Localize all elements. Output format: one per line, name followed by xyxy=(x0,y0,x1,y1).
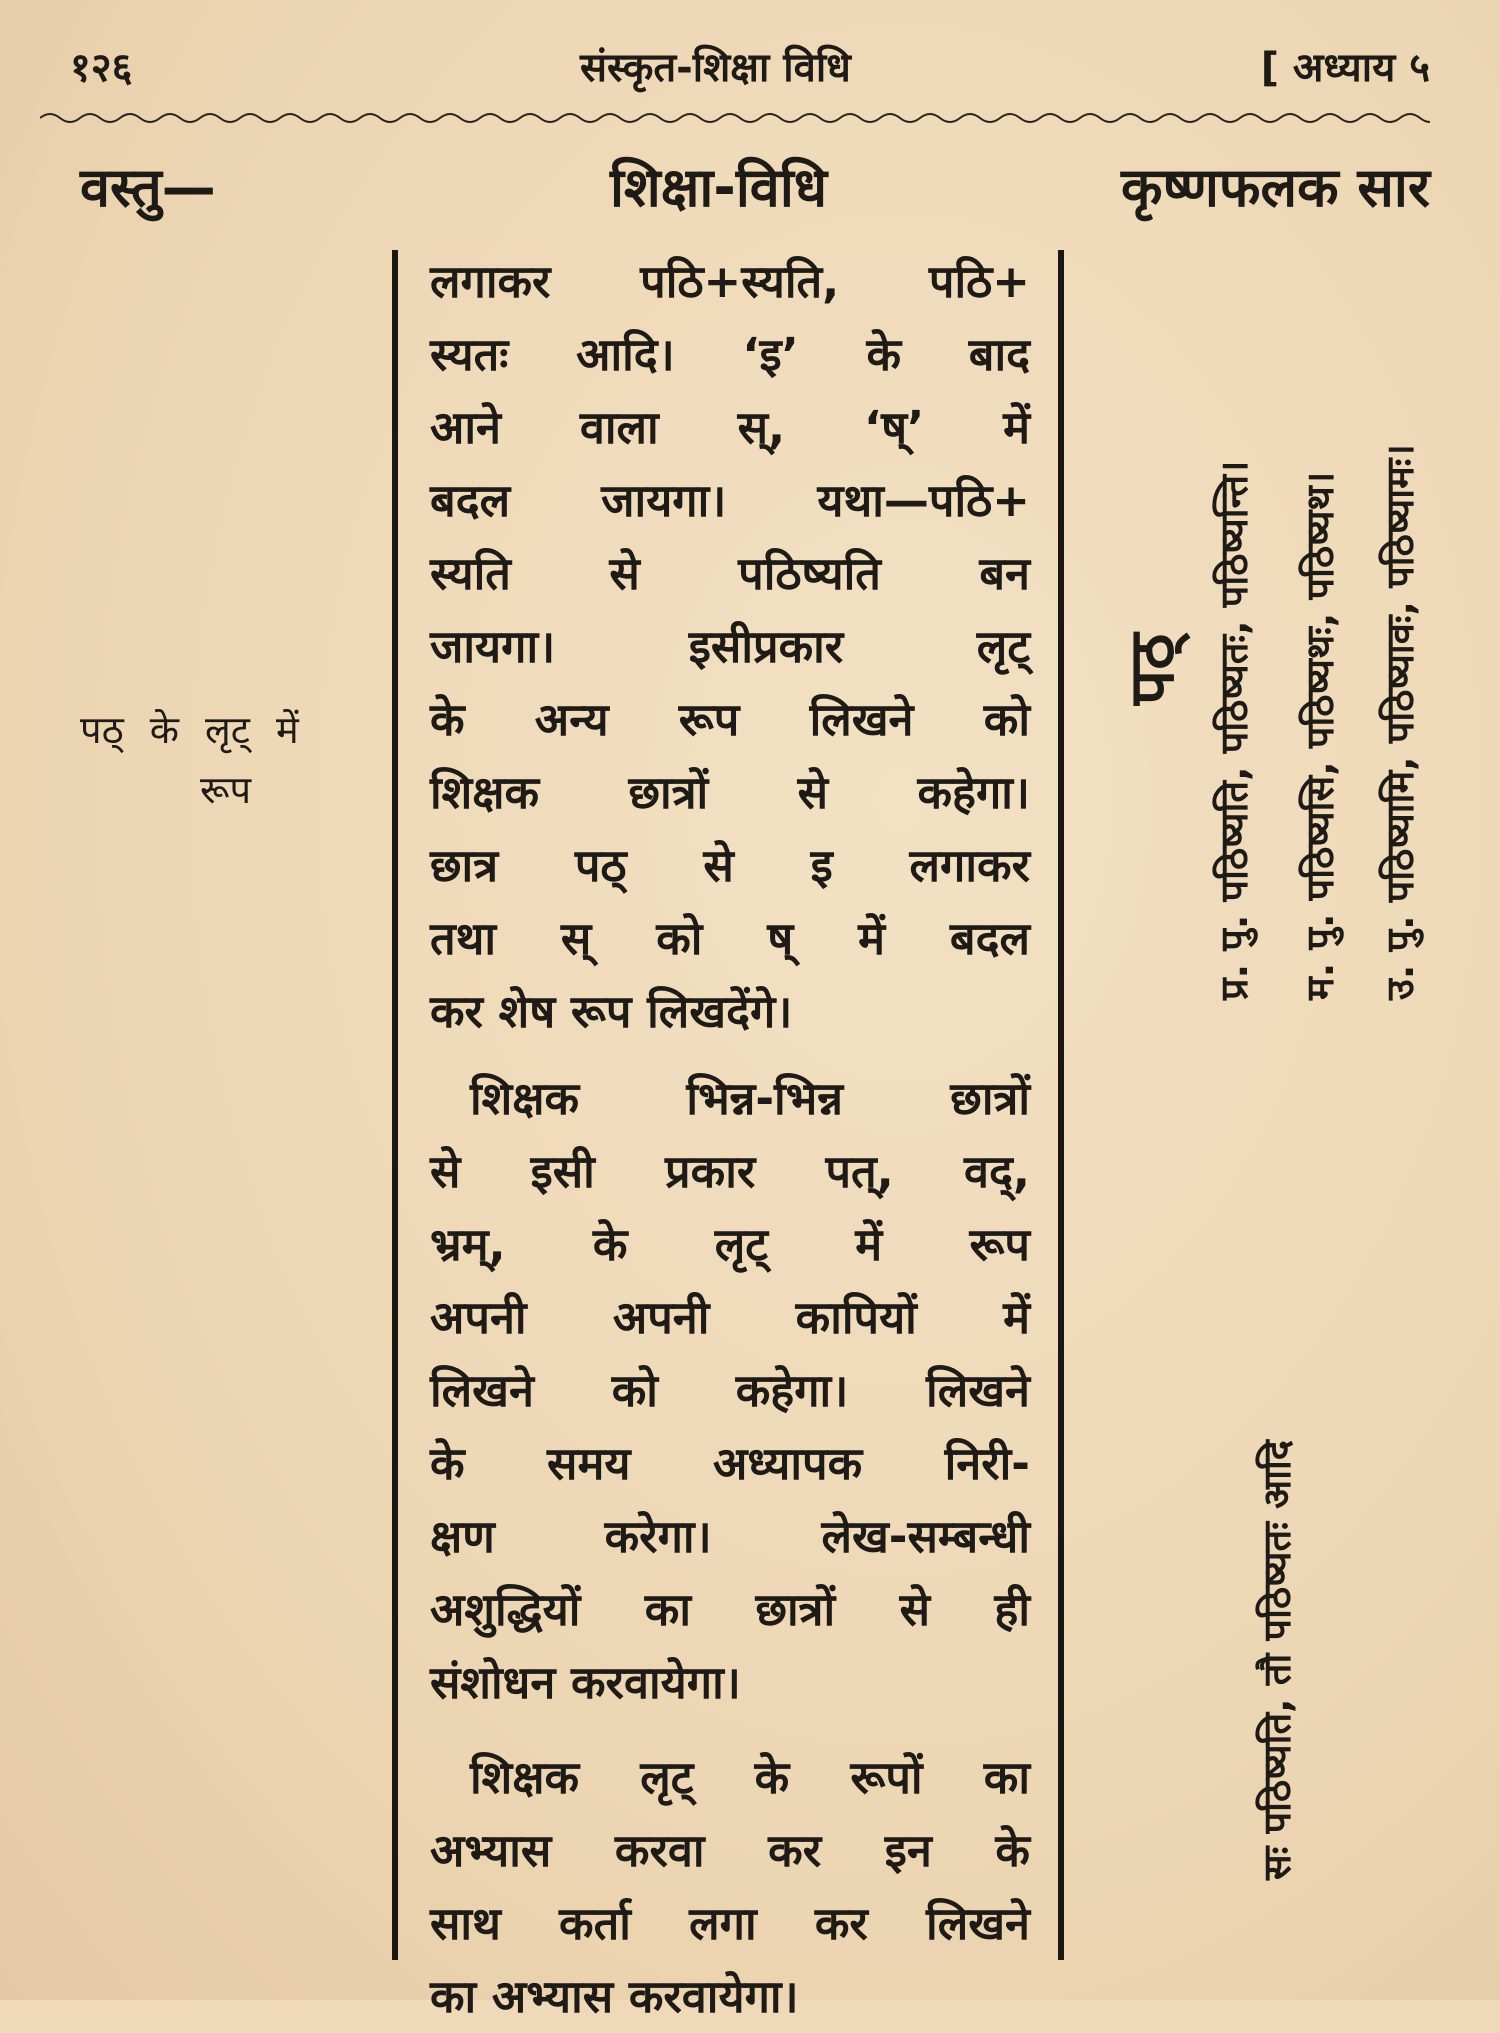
page-number: १२६ xyxy=(70,45,133,91)
page-header xyxy=(70,30,1430,90)
text-line: का अभ्यास करवायेगा। xyxy=(430,1970,799,2023)
text-line: अपनी अपनी कापियों में xyxy=(430,1291,1030,1344)
text-line: स्यति से पठिष्यति बन xyxy=(430,547,1030,600)
text-line: अभ्यास करवा कर इन के xyxy=(430,1824,1030,1877)
method-heading: शिक्षा-विधि xyxy=(610,156,828,219)
text-line: आने वाला स्, ‘ष्’ में xyxy=(430,401,1030,454)
blackboard-example: सः पठिष्यति, तौ पठिष्यतः आदि xyxy=(1255,1440,1299,1880)
paragraph xyxy=(430,1062,1030,1719)
text-line: शिक्षक छात्रों से कहेगा। xyxy=(430,766,1030,819)
blackboard-row: म. पु. पठिष्यसि, पठिष्यथः, पठिष्यथ। xyxy=(1298,471,1342,1000)
column-headings xyxy=(70,148,1430,228)
text-line: के समय अध्यापक निरी- xyxy=(430,1437,1030,1490)
text-line: स्यतः आदि। ‘इ’ के बाद xyxy=(430,328,1030,381)
column-rule-right xyxy=(1058,250,1064,1960)
blackboard-row: उ. पु. पठिष्यामि, पठिष्यावः, पठिष्यामः। xyxy=(1378,444,1422,1000)
chapter-label: [ अध्याय ५ xyxy=(1260,45,1430,91)
blackboard-verb: पठ् xyxy=(1115,633,1188,705)
paragraph xyxy=(430,1741,1030,2033)
text-line: छात्र पठ् से इ लगाकर xyxy=(430,839,1030,892)
text-line: साथ कर्ता लगा कर लिखने xyxy=(430,1897,1030,1950)
text-line: अशुद्धियों का छात्रों से ही xyxy=(430,1583,1030,1636)
paragraph xyxy=(430,245,1030,1048)
text-line: संशोधन करवायेगा। xyxy=(430,1656,741,1709)
subject-note-line: रूप xyxy=(200,768,252,812)
method-text xyxy=(430,245,1030,2033)
text-line: के अन्य रूप लिखने को xyxy=(430,693,1030,746)
text-line: बदल जायगा। यथा—पठि+ xyxy=(430,474,1030,527)
text-line: क्षण करेगा। लेख-सम्बन्धी xyxy=(430,1510,1030,1563)
blackboard-heading: कृष्णफलक सार xyxy=(1121,156,1430,219)
text-line: शिक्षक भिन्न-भिन्न छात्रों xyxy=(470,1072,1030,1125)
text-line: लिखने को कहेगा। लिखने xyxy=(430,1364,1030,1417)
text-line: भ्रम्, के लृट् में रूप xyxy=(430,1218,1030,1271)
text-line: कर शेष रूप लिखदेंगे। xyxy=(430,985,793,1038)
text-line: शिक्षक लृट् के रूपों का xyxy=(470,1751,1030,1804)
wavy-divider xyxy=(40,108,1430,128)
text-line: तथा स् को ष् में बदल xyxy=(430,912,1030,965)
column-rule-left xyxy=(392,250,398,1960)
subject-heading: वस्तु— xyxy=(80,156,216,219)
text-line: से इसी प्रकार पत्, वद्, xyxy=(430,1145,1030,1198)
blackboard-row: प्र. पु. पठिष्यति, पठिष्यतः, पठिष्यन्ति। xyxy=(1212,460,1256,1000)
subject-note xyxy=(80,700,380,820)
text-line: जायगा। इसीप्रकार लृट् xyxy=(430,620,1030,673)
text-line: लगाकर पठि+स्यति, पठि+ xyxy=(430,255,1030,308)
running-title: संस्कृत-शिक्षा विधि xyxy=(580,45,851,91)
subject-note-line: पठ् के लृट् में xyxy=(80,708,299,752)
